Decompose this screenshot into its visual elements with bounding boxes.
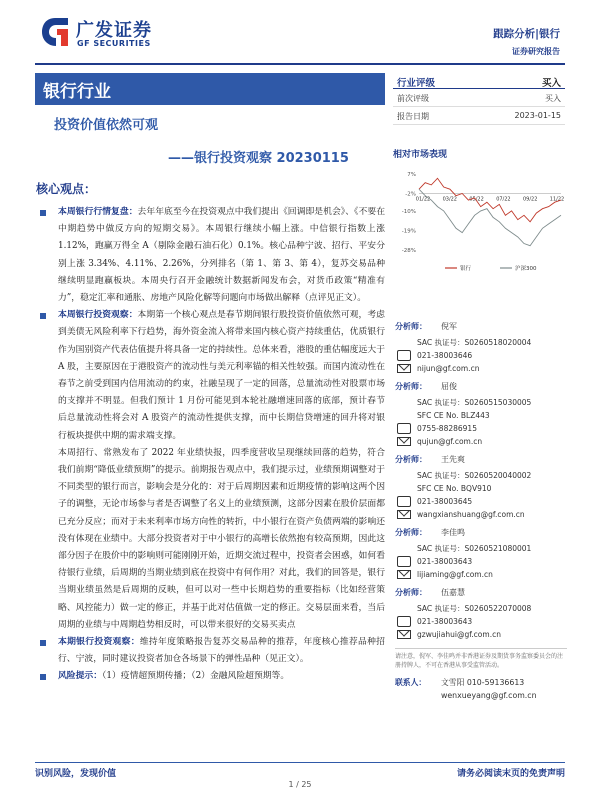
analyst-contact-text: SAC 执证号：S0260521080001 [417,544,532,553]
analyst-panel [395,318,567,702]
paragraph-lead: 风险提示： [58,671,102,682]
x-tick-label: 11/22 [549,196,565,203]
core-paragraph [40,307,385,445]
email-icon [397,436,411,447]
x-tick-label: 01/22 [415,196,431,203]
paragraph-text: 本周招行、常熟发布了 2022 年业绩快报，四季度营收呈现继续回落的趋势，符合我们前期“降低业绩预期”的提示。前期报告观点中，我们提示过，业绩预期调整对于不同类型的银行而言，影响会是分化的：对于后周期因素和近期疫情的影响这两个因子的调整，无论市场参与者是否调整了名义上的业绩预测，这部分因素在股价层面都已充分反应；而对于未来利率市场方向性的转折，中小银行在资产负债两端的影响还没有体现在业绩中。大部分投资者对于中小银行的高增长依然抱有较高预期，因此这部分因子在股价中的影响则可能刚刚开始，近期交流过程中，投资者会困惑，如何看待银行业绩，后周期的当期业绩到底在投资中有何作用？对此，我们的回答是，银行当期业绩虽然是后周期的反映，但可以对一些中长期趋势的重要指标（比如经营策略、风控能力）做一定的修正，并基于此对估值做一定的修正。交易层面来看，当后周期的业绩与中周期趋势相反时，可以带来很好的交易买卖点 [58,447,385,630]
analyst-contact-text: nijun@gf.com.cn [417,364,480,373]
analyst-name-row [395,524,567,542]
bullet-icon [40,674,46,680]
core-paragraph [40,445,385,634]
analyst-contact-line [395,508,567,521]
logo-text-cn: 广发证券 [76,20,152,41]
rating-row-label: 前次评级 [397,94,429,103]
logo-text-en: GF SECURITIES [77,39,151,48]
paragraph-text: 本期第一个核心观点是春节期间银行股投资价值依然可观，考虑到美债无风险利率下行趋势，海外资金流入将带来国内核心资产持续重估，优质银行作为国别资产代表估值提升将具备一定的持续性。总体来看，港股的重估幅度远大于 A 股，主要原因在于港股资产的流动性与美元利率锚的相关性较强。而国内流动性在春节之前受到国内信用流动的约束，社融呈现了一定的回落，总量流动性对股票市场的支撑并不明显。但我们预计 1 月份可能见到本轮社融增速回落的底部，预计春节后总量流动性将会对 A 股资产的流动性提供支撑，而中长期信贷增速的回升将对银行板块提供中期的需求端支撑。 [58,310,385,441]
footer-slogan: 识别风险，发现价值 [35,769,117,779]
y-tick-label: -28% [401,248,416,254]
core-paragraph [40,634,385,668]
series-line [419,189,561,246]
bullet-icon [40,313,46,319]
analyst-contact-text: lijiaming@gf.com.cn [417,570,493,579]
email-icon-shape [397,437,411,446]
analyst-role: 分析师： [395,322,427,331]
page-number: 1 / 25 [288,780,312,789]
analyst-contact-line [395,349,567,362]
analyst-contact-line [395,362,567,375]
analyst-contact-text: 021-38003643 [417,557,473,566]
contact-phone: 文雪阳 010-59136613 [441,678,525,687]
analyst-name: 李佳鸣 [441,528,465,537]
analyst-spacer [395,641,567,644]
paragraph-lead: 本期银行投资观察： [58,637,140,648]
relative-performance-chart [395,168,565,280]
rating-row-value: 买入 [545,94,561,103]
analyst-name: 倪军 [441,322,457,331]
core-views-body [40,204,385,686]
email-icon [397,629,411,640]
paragraph-text: 维持年度策略报告复苏交易品种的推荐，年度核心推荐品种招行、宁波，同时建议投资者加仓各场景下的弹性品种（见正文）。 [58,637,385,665]
rating-title: 行业评级 [397,78,436,89]
analyst-contact-line [395,628,567,641]
paragraph-lead: 本周银行行情复盘： [58,207,138,217]
email-icon [397,509,411,520]
analyst-contact-line [395,542,567,555]
core-views-title: 核心观点： [36,182,97,196]
rating-current: 买入 [541,78,561,89]
analyst-contact-line [395,396,567,409]
email-icon-shape [397,630,411,639]
report-type: 证券研究报告 [512,47,560,56]
y-tick-label: 7% [407,172,416,178]
rating-row-label: 报告日期 [397,112,429,121]
analyst-disclaimer: 请注意，倪军、李佳鸣并非香港证券及期货事务监察委员会的注册持牌人，不可在香港从事受监管活动。 [395,648,567,670]
rating-header [393,73,565,89]
y-tick-label: -2% [405,191,416,198]
analyst-name: 屈俊 [441,382,457,391]
y-tick-label: -19% [401,228,416,235]
analyst-name-row [395,584,567,602]
legend-label: 沪深300 [515,266,537,272]
analyst-contact-text: SFC CE No. BQV910 [417,484,492,493]
header-divider [35,63,565,65]
analyst-contact-text: qujun@gf.com.cn [417,437,483,446]
paragraph-text: （1）疫情超预期传播；（2）金融风险超预期等。 [102,671,290,682]
industry-title: 银行行业 [43,82,111,102]
analyst-contact-line [395,555,567,568]
analyst-name-row [395,451,567,469]
x-tick-label: 09/22 [522,196,538,203]
analyst-role: 分析师： [395,588,427,597]
report-headline: 投资价值依然可观 [54,118,159,133]
bullet-icon [40,210,46,216]
analyst-contact-text: SAC 执证号：S0260518020004 [417,338,532,347]
bullet-icon [40,640,46,646]
analyst-name: 伍嘉慧 [441,588,465,597]
analyst-contact-text: SAC 执证号：S0260520040002 [417,471,532,480]
rating-row [393,107,565,125]
contact-row [395,676,567,689]
analyst-contact-line [395,602,567,615]
x-tick-label: 07/22 [496,196,511,203]
analyst-contact-text: SAC 执证号：S0260515030005 [417,398,532,407]
analyst-contact-line [395,422,567,435]
core-paragraph [40,668,385,685]
paragraph-lead: 本周银行投资观察： [58,310,138,321]
report-category: 跟踪分析|银行 [493,28,560,40]
analyst-role: 分析师： [395,528,427,537]
paragraph-text: 去年年底至今在投资观点中我们提出《回调即是机会》、《不要在中期趋势中做反方向的短期交易》。本周银行继续小幅上涨。中信银行指数上涨 1.12%，跑赢万得全 A（剔除金融石油石化）0.1%。核心品种宁波、招行、平安分别上涨 3.34%、4.11%、2.26%，分列排名（第 1、第 3、第 4），复苏交易品种继续明显跑赢板块。本周央行召开金融统计数据新闻发布会，对货币政策“精准有力”，稳定汇率和通胀、房地产风险化解等问题向市场做出解释（点评见正文）。 [58,207,385,304]
analyst-name-row [395,378,567,396]
email-icon-shape [397,510,411,519]
analyst-contact-line [395,336,567,349]
email-icon-shape [397,570,411,579]
industry-banner [35,73,385,105]
series-line [419,178,561,222]
email-icon [397,363,411,374]
analyst-name-row [395,318,567,336]
analyst-contact-text: 0755-88286915 [417,424,477,433]
analyst-contact-line [395,469,567,482]
gf-logo-icon [40,16,70,48]
email-icon-shape [397,364,411,373]
analyst-contact-text: SAC 执证号：S0260522070008 [417,604,532,613]
analyst-contact-text: 021-38003646 [417,351,473,360]
x-tick-label: 03/22 [442,196,458,203]
page-header [0,0,600,68]
legend-label: 银行 [460,266,472,272]
analyst-contact-line [395,409,567,422]
report-subheadline: ——银行投资观察 20230115 [168,151,349,166]
contact-row [395,689,567,702]
analyst-contact-line [395,482,567,495]
rating-row-value: 2023-01-15 [514,111,561,120]
x-tick-label: 05/22 [469,196,484,203]
contact-email: wenxueyang@gf.com.cn [441,691,537,700]
analyst-name: 王先爽 [441,455,465,464]
footer-divider [35,762,565,763]
analyst-contact-text: wangxianshuang@gf.com.cn [417,510,525,519]
analyst-role: 分析师： [395,382,427,391]
contact-label: 联系人： [395,678,427,687]
analyst-contact-line [395,568,567,581]
analyst-contact-text: SFC CE No. BLZ443 [417,411,490,420]
rating-box [393,73,565,125]
analyst-contact-text: gzwujiahui@gf.com.cn [417,630,501,639]
analyst-contact-line [395,615,567,628]
company-logo [40,16,180,52]
core-paragraph [40,204,385,307]
analyst-role: 分析师： [395,455,427,464]
y-tick-label: -10% [401,208,416,215]
chart-title: 相对市场表现 [393,150,448,160]
email-icon [397,569,411,580]
analyst-contact-text: 021-38003645 [417,497,473,506]
analyst-contact-line [395,435,567,448]
analyst-contact-line [395,495,567,508]
rating-row [393,89,565,107]
analyst-contact-text: 021-38003643 [417,617,473,626]
footer-disclaimer-note: 请务必阅读末页的免责声明 [456,769,565,779]
